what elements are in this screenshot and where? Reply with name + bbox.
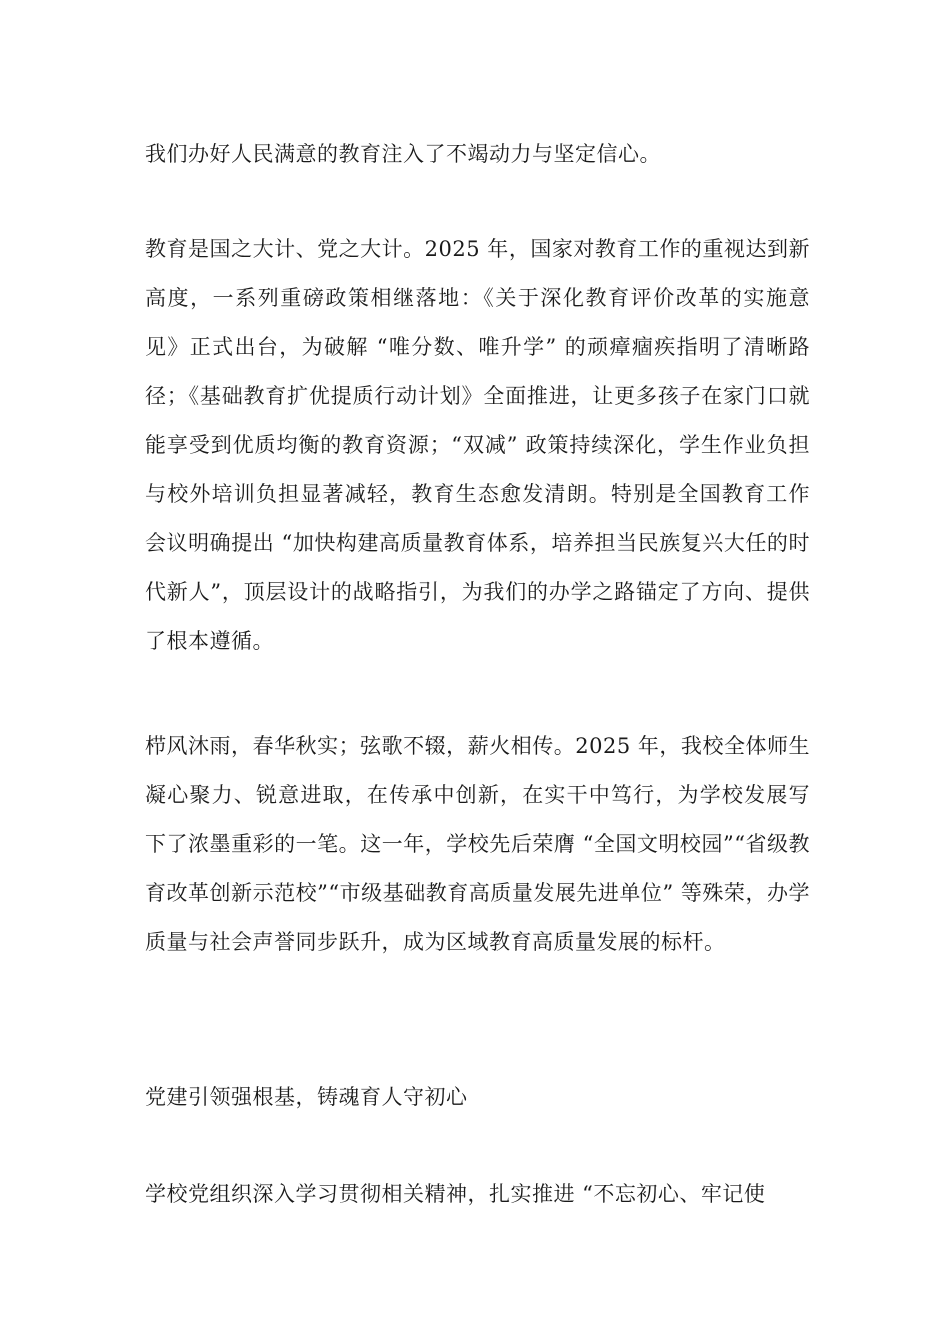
paragraph-intro-fragment: 我们办好人民满意的教育注入了不竭动力与坚定信心。	[145, 142, 661, 166]
paragraph-party-building: 学校党组织深入学习贯彻相关精神，扎实推进 “不忘初心、牢记使	[145, 1182, 766, 1206]
paragraph-school-achievements: 栉风沐雨，春华秋实；弦歌不辍，薪火相传。2025 年，我校全体师生凝心聚力、锐意进取，在传承中创新，在实干中笃行，为学校发展写下了浓墨重彩的一笔。这一年，学校先后荣膺 “全国文明校园”“省级教育改革创新示范校”“市级基础教育高质量发展先进单位” 等殊荣，办学质量与社会声誉同步跃升，成为区域教育高质量发展的标杆。	[145, 734, 810, 954]
paragraph-education-policy: 教育是国之大计、党之大计。2025 年，国家对教育工作的重视达到新高度，一系列重磅政策相继落地：《关于深化教育评价改革的实施意见》正式出台，为破解 “唯分数、唯升学” 的顽瘴痼疾指明了清晰路径；《基础教育扩优提质行动计划》全面推进，让更多孩子在家门口就能享受到优质均衡的教育资源；“双减” 政策持续深化，学生作业负担与校外培训负担显著减轻，教育生态愈发清朗。特别是全国教育工作会议明确提出 “加快构建高质量教育体系，培养担当民族复兴大任的时代新人”，顶层设计的战略指引，为我们的办学之路锚定了方向、提供了根本遵循。	[145, 237, 810, 653]
section-heading: 党建引领强根基，铸魂育人守初心	[145, 1085, 468, 1109]
